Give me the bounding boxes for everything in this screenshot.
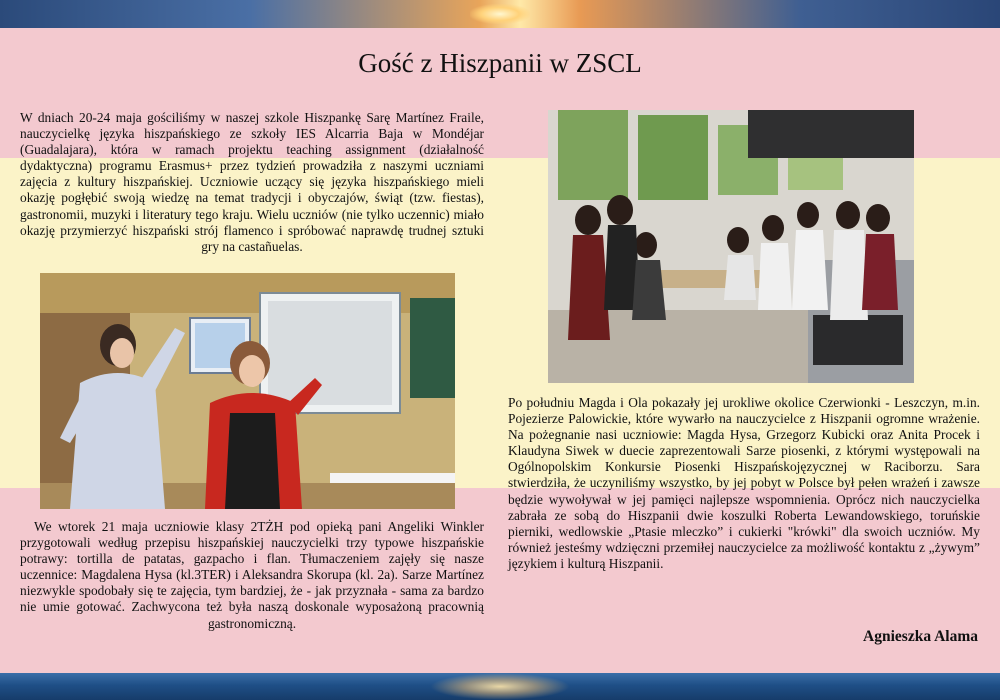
article-title: Gość z Hiszpanii w ZSCL	[358, 48, 642, 78]
author-signature: Agnieszka Alama	[863, 628, 978, 645]
sea-banner	[0, 673, 1000, 700]
sun-glow	[470, 4, 530, 24]
sea-reflection	[430, 673, 570, 700]
sunset-sky-banner	[0, 0, 1000, 28]
paragraph-intro: W dniach 20-24 maja gościliśmy w naszej szkole Hiszpankę Sarę Martínez Fraile, nauczycielkę języka hiszpańskiego ze szkoły IES Alcarria Baja w Mondéjar (Guadalajara), która w ramach projektu teaching assignment (działalność dydaktyczna) programu Erasmus+ przez tydzień prowadziła z naszymi uczniami zajęcia z kultury hiszpańskiej. Uczniowie uczący się języka hiszpańskiego mieli okazję pogłębić swoją wiedzę na temat tradycji i obyczajów, świąt (tzw. fiestas), gastronomii, muzyki i literatury tego kraju. Wielu uczniów (nie tylko uczennic) miało okazję przymierzyć hiszpański strój flamenco i spróbować naprawdę trudnej sztuki gry na castañuelas.	[20, 110, 484, 254]
paragraph-farewell: Po południu Magda i Ola pokazały jej urokliwe okolice Czerwionki - Leszczyn, m.in. Pojezierze Palowickie, które wywarło na nauczycielce z Hiszpanii ogromne wrażenie. Na pożegnanie nasi uczniowie: Magda Hysa, Grzegorz Kubicki oraz Anita Procek i Klaudyna Siwek w duecie zaprezentowali Sarze piosenki, z którymi występowali na Ogólnopolskim Konkursie Piosenki Hiszpańskojęzycznej w Raciborzu. Sara stwierdziła, że uczyniliśmy wszystko, by jej pobyt w Polsce był pełen wrażeń i zawsze będzie wywoływał w jej pamięci najlepsze wspomnienia. Oprócz nich nauczycielka zabrała ze sobą do Hiszpanii dwie koszulki Roberta Lewandowskiego, toruńskie pierniki, wedlowskie „Ptasie mleczko” i cukierki "krówki" dla swoich uczniów. My również jesteśmy wdzięczni przemiłej nauczycielce za możliwość kontaktu z „żywym” językiem i kulturą Hiszpanii.	[508, 395, 980, 571]
paragraph-cooking-class: We wtorek 21 maja uczniowie klasy 2TŻH pod opieką pani Angeliki Winkler przygotowali według przepisu hiszpańskiej nauczycielki trzy typowe hiszpańskie potrawy: tortilla de patatas, gazpacho i flan. Tłumaczeniem zajęły się nasze uczennice: Magdalena Hysa (kl.3TER) i Aleksandra Skorupa (kl. 2a). Sarze Martínez niezwykle spodobały się te zajęcia, tym bardziej, że - jak przyznała - sama za bardzo nie umie gotować. Zachwycona też była naszą doskonale wyposażoną pracownią gastronomiczną.	[20, 519, 484, 631]
photo-flamenco-classroom	[40, 273, 455, 509]
photo-group-kitchen	[548, 110, 914, 383]
